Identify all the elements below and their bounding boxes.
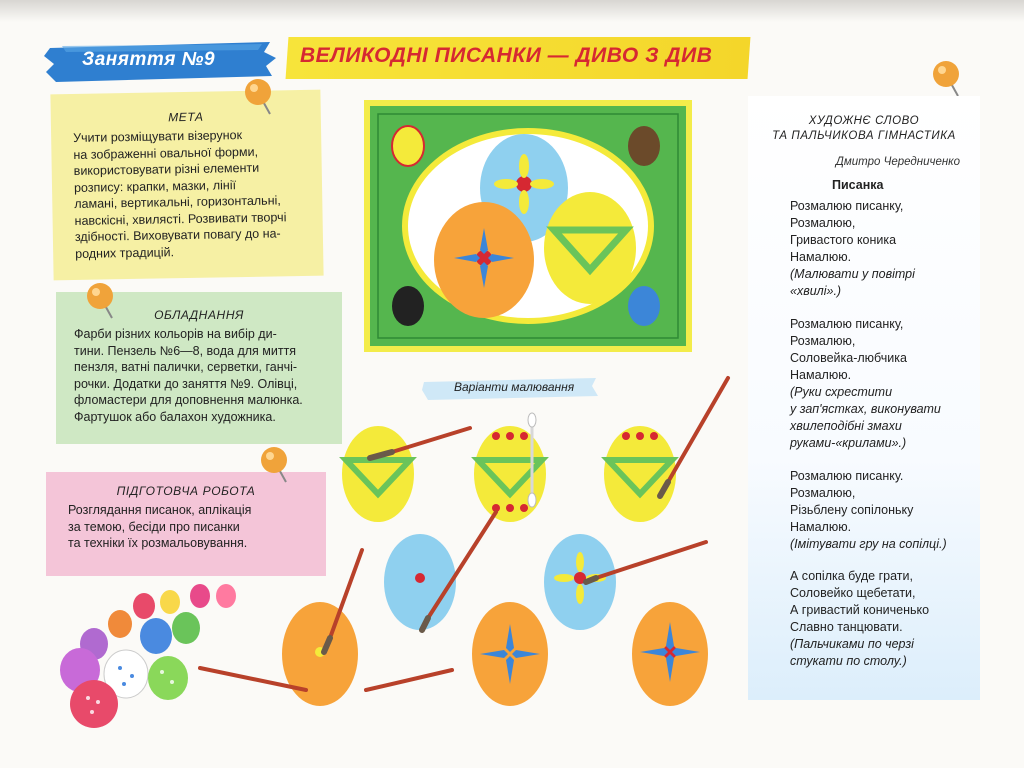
poem-line: Намалюю. [790, 368, 852, 382]
poem-line: Гривастого коника [790, 233, 897, 247]
painting-variants [196, 372, 736, 712]
goal-line: на зображенні овальної форми, [73, 144, 259, 162]
poem-line: А сопілка буде грати, [790, 569, 913, 583]
poem-line: Розмалюю, [790, 216, 856, 230]
equipment-line: Фартушок або балахон художника. [74, 409, 276, 424]
egg-variant-yellow [474, 426, 546, 522]
equipment-heading: ОБЛАДНАННЯ [154, 308, 244, 322]
equipment-line: пензля, ватні палички, серветки, ганчі- [74, 360, 298, 374]
goal-line: Учити розміщувати візерунок [73, 128, 243, 145]
poem-section-title-line: ХУДОЖНЄ СЛОВО [808, 115, 920, 127]
page-title: ВЕЛИКОДНІ ПИСАНКИ — ДИВО З ДИВ [300, 44, 713, 67]
goal-note [50, 90, 323, 281]
poem-instruction: стукати по столу.) [790, 654, 907, 668]
egg-variant-orange [282, 602, 358, 706]
poem-stanza [790, 568, 929, 670]
poem-instruction: (Руки схрестити [790, 385, 893, 399]
poem-instruction: руками-«крилами».) [790, 436, 907, 450]
poem-instruction: (Імітувати гру на сопілці.) [790, 537, 947, 551]
equipment-line: фломастери для доповнення малюнка. [74, 393, 303, 407]
poem-line: Намалюю. [790, 250, 852, 264]
poem-line: Розмалюю писанку, [790, 199, 904, 213]
egg-variant-blue [384, 534, 456, 630]
decorated-eggs-photo [50, 574, 250, 734]
equipment-line: Фарби різних кольорів на вибір ди- [74, 327, 277, 341]
egg-variant-orange [472, 602, 548, 706]
poem-stanza [790, 198, 915, 300]
goal-line: розпису: крапки, мазки, лінії [73, 177, 237, 195]
poem-line: Різьблену сопілоньку [790, 503, 914, 517]
goal-heading: МЕТА [168, 109, 204, 125]
egg-variant-blue [544, 534, 616, 630]
poem-instruction: хвилеподібні змахи [790, 419, 902, 433]
goal-line: родних традицій. [75, 244, 175, 261]
poem-line: А гривастий кониченько [790, 603, 930, 617]
egg-variant-yellow [604, 426, 676, 522]
poem-section-title [748, 114, 980, 144]
poem-line: Розмалюю, [790, 334, 856, 348]
pushpin-icon [82, 280, 122, 322]
preparation-heading: ПІДГОТОВЧА РОБОТА [116, 484, 256, 498]
equipment-line: рочки. Додатки до заняття №9. Олівці, [74, 376, 298, 391]
page-edge-shadow [0, 0, 1024, 22]
preparation-line: та техніки їх розмальовування. [68, 536, 248, 550]
goal-line: використовувати різні елементи [73, 160, 260, 178]
egg-variant-orange [632, 602, 708, 706]
poem-instruction: «хвилі».) [790, 284, 842, 298]
equipment-line: тини. Пензель №6—8, вода для миття [74, 343, 297, 358]
variants-text: Варіанти малювання [454, 380, 575, 394]
goal-line: здібності. Виховувати повагу до на- [74, 226, 281, 244]
egg-variant-yellow [342, 426, 414, 522]
easter-eggs-picture [364, 100, 692, 352]
preparation-line: Розглядання писанок, аплікація [68, 503, 252, 517]
goal-text [73, 126, 287, 262]
goal-line: навскісні, хвилясті. Розвивати творчі [74, 209, 287, 228]
poem-title: Писанка [832, 178, 884, 192]
goal-line: ламані, вертикальні, горизонтальні, [74, 193, 281, 211]
poem-author: Дмитро Чередниченко [835, 156, 960, 168]
poem-instruction: (Малювати у повітрі [790, 267, 915, 281]
poem-line: Соловейка-любчика [790, 351, 907, 365]
poem-line: Розмалюю писанку, [790, 317, 904, 331]
preparation-line: за темою, бесіди про писанки [68, 519, 240, 534]
poem-stanza [790, 468, 947, 553]
poem-instruction: у зап'ястках, виконувати [790, 402, 941, 416]
pushpin-icon [240, 76, 280, 118]
lesson-label: Заняття №9 [82, 49, 216, 70]
pushpin-icon [928, 58, 968, 100]
poem-line: Соловейко щебетати, [790, 586, 916, 600]
poem-line: Розмалюю, [790, 486, 856, 500]
poem-line: Намалюю. [790, 520, 852, 534]
poem-stanza [790, 316, 941, 452]
poem-section-title-line: ТА ПАЛЬЧИКОВА ГІМНАСТИКА [772, 130, 956, 142]
poem-line: Розмалюю писанку. [790, 469, 904, 483]
poem-line: Славно танцювати. [790, 620, 903, 634]
poem-instruction: (Пальчиками по черзі [790, 637, 914, 651]
